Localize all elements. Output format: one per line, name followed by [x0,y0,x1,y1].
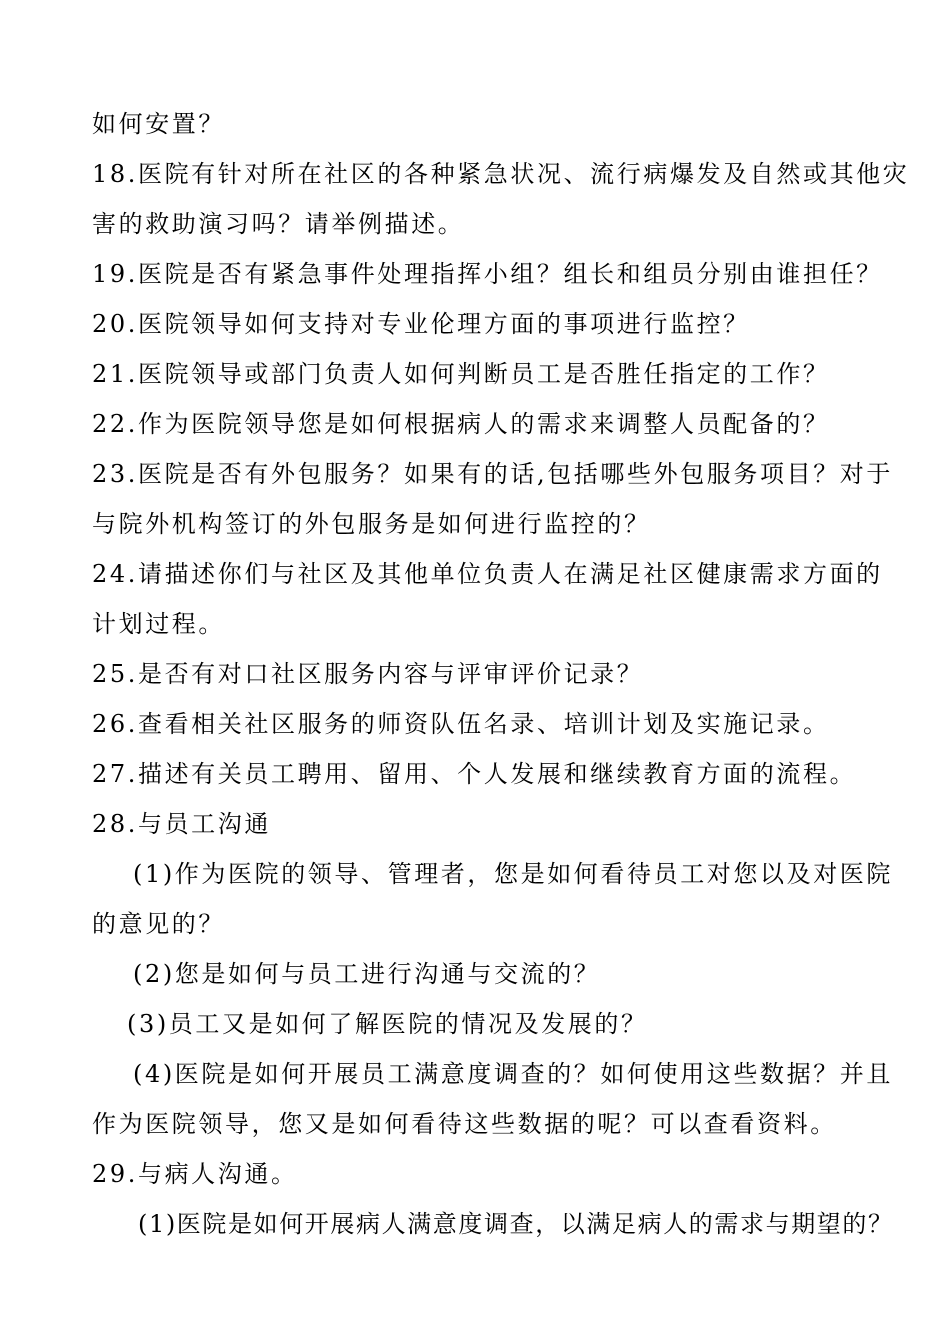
question-27: 27.描述有关员工聘用、留用、个人发展和继续教育方面的流程。 [92,760,857,788]
question-23-continued: 与院外机构签订的外包服务是如何进行监控的？ [92,510,651,538]
question-25: 25.是否有对口社区服务内容与评审评价记录？ [92,660,644,688]
question-20: 20.医院领导如何支持对专业伦理方面的事项进行监控？ [92,310,750,338]
question-22: 22.作为医院领导您是如何根据病人的需求来调整人员配备的？ [92,410,830,438]
question-26: 26.查看相关社区服务的师资队伍名录、培训计划及实施记录。 [92,710,830,738]
question-28-item-1-continued: 的意见的？ [92,910,225,938]
text-line-1: 如何安置？ [92,110,225,138]
question-28-item-2: (2)您是如何与员工进行沟通与交流的？ [133,960,601,988]
question-28-item-1: (1)作为医院的领导、管理者，您是如何看待员工对您以及对医院 [133,860,893,888]
question-18-continued: 害的救助演习吗？请举例描述。 [92,210,465,238]
question-29-item-1: (1)医院是如何开展病人满意度调查，以满足病人的需求与期望的？ [138,1210,894,1238]
question-24-continued: 计划过程。 [92,610,225,638]
question-28-item-4: (4)医院是如何开展员工满意度调查的？如何使用这些数据？并且 [133,1060,893,1088]
question-21: 21.医院领导或部门负责人如何判断员工是否胜任指定的工作？ [92,360,830,388]
question-29: 29.与病人沟通。 [92,1160,298,1188]
question-23: 23.医院是否有外包服务？如果有的话,包括哪些外包服务项目？对于 [92,460,893,488]
question-19: 19.医院是否有紧急事件处理指挥小组？组长和组员分别由谁担任？ [92,260,883,288]
question-24: 24.请描述你们与社区及其他单位负责人在满足社区健康需求方面的 [92,560,883,588]
question-28-item-3: (3)员工又是如何了解医院的情况及发展的？ [127,1010,648,1038]
question-18: 18.医院有针对所在社区的各种紧急状况、流行病爆发及自然或其他灾 [92,160,910,188]
question-28-item-4-continued: 作为医院领导，您又是如何看待这些数据的呢？可以查看资料。 [92,1110,837,1138]
question-28: 28.与员工沟通 [92,810,271,838]
